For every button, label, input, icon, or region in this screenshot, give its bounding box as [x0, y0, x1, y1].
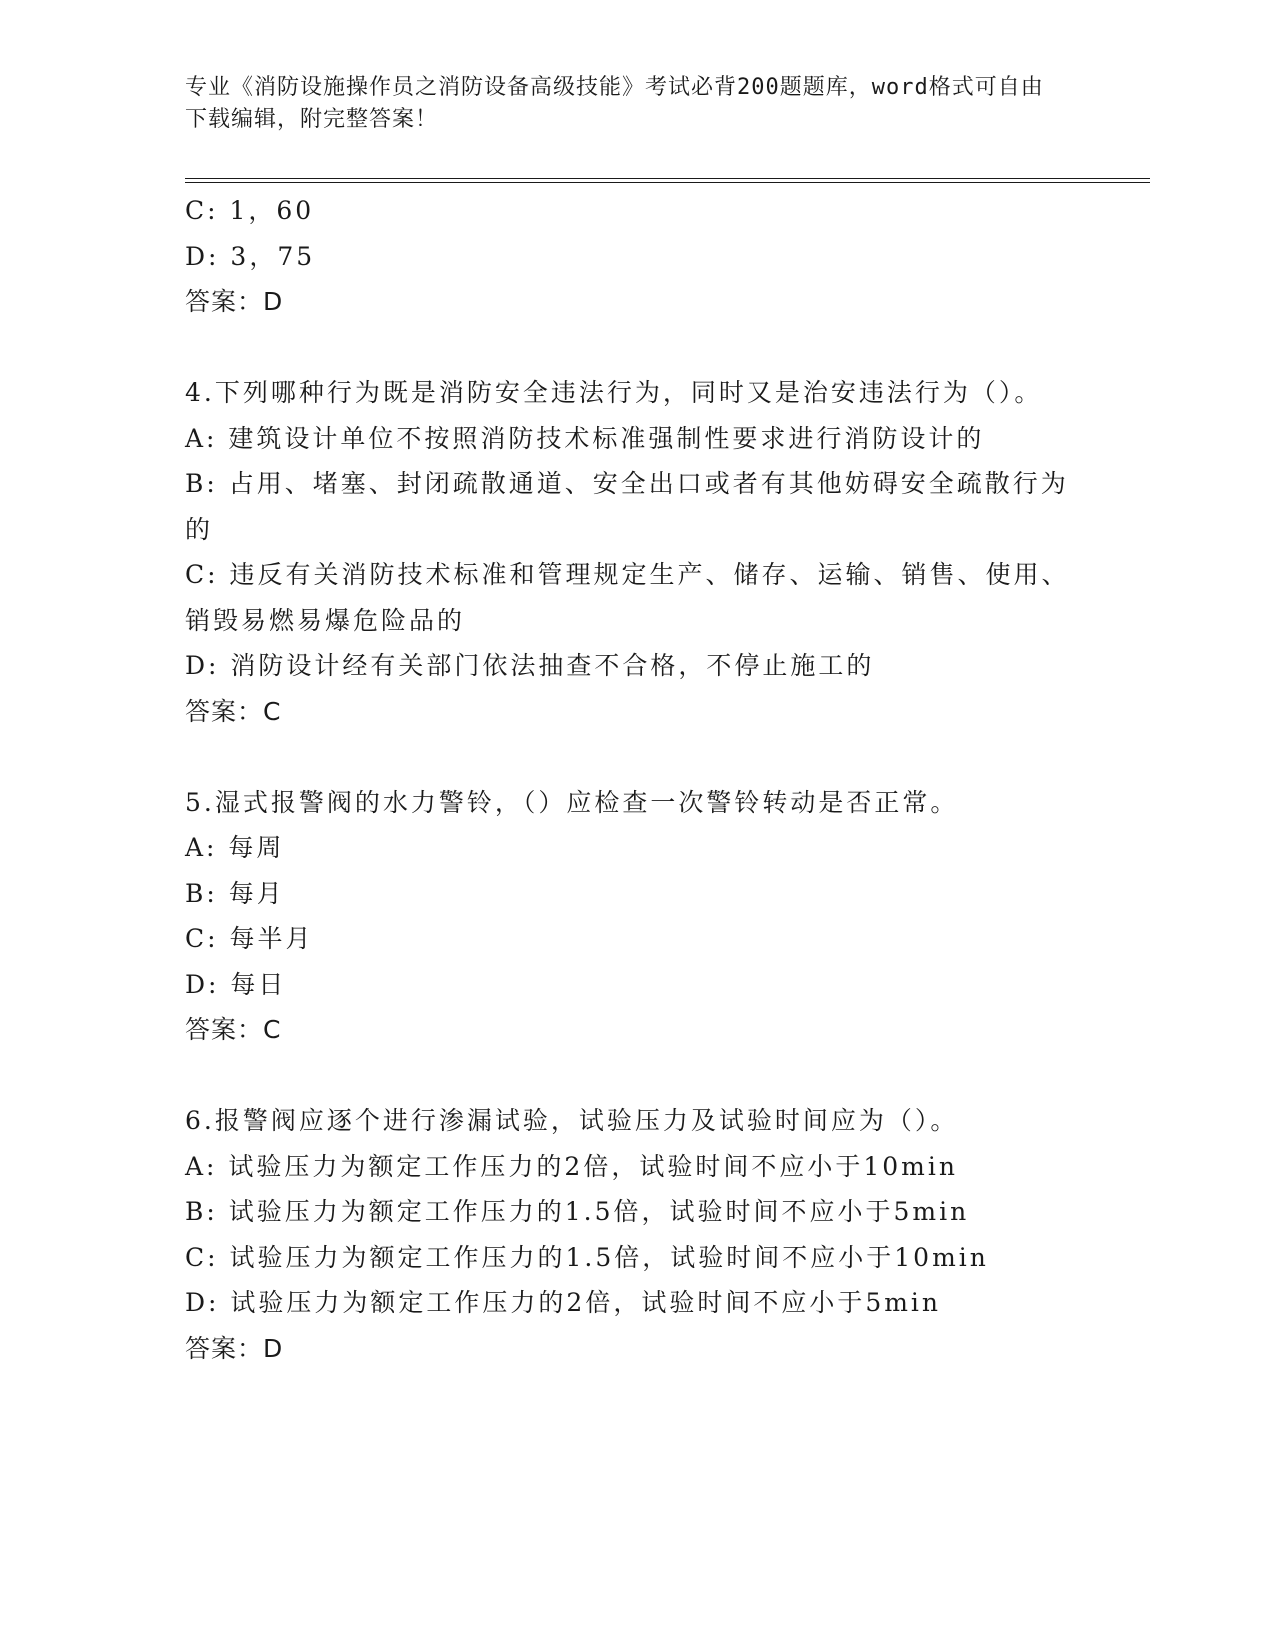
spacer [185, 734, 1085, 780]
option-a: A: 建筑设计单位不按照消防技术标准强制性要求进行消防设计的 [185, 423, 985, 453]
option-d: D: 每日 [185, 969, 287, 999]
question-stem: 4.下列哪种行为既是消防安全违法行为，同时又是治安违法行为（）。 [185, 378, 1043, 407]
option-b: B: 占用、堵塞、封闭疏散通道、安全出口或者有其他妨碍安全疏散行为的 [185, 469, 1069, 544]
question-list [185, 188, 1085, 1371]
answer: 答案：D [185, 1333, 284, 1363]
header-title: 专业《消防设施操作员之消防设备高级技能》考试必背200题题库，word格式可自由下载编辑，附完整答案！ [185, 75, 1044, 132]
question-6 [185, 1098, 1085, 1371]
option-d: D: 3，75 [185, 241, 316, 271]
option-b: B: 每月 [185, 878, 285, 908]
option-c: C: 1，60 [185, 196, 315, 225]
document-header [185, 72, 1065, 136]
option-c: C: 违反有关消防技术标准和管理规定生产、储存、运输、销售、使用、销毁易燃易爆危险品的 [185, 560, 1070, 635]
answer: 答案：D [185, 287, 284, 316]
header-double-rule [185, 178, 1150, 183]
option-b: B: 试验压力为额定工作压力的1.5倍，试验时间不应小于5min [185, 1197, 970, 1226]
answer: 答案：C [185, 696, 282, 726]
option-a: A: 每周 [185, 833, 285, 862]
question-stem: 6.报警阀应逐个进行渗漏试验，试验压力及试验时间应为（）。 [185, 1106, 959, 1135]
option-d: D: 消防设计经有关部门依法抽查不合格，不停止施工的 [185, 651, 875, 680]
option-d: D: 试验压力为额定工作压力的2倍，试验时间不应小于5min [185, 1288, 942, 1317]
option-a: A: 试验压力为额定工作压力的2倍，试验时间不应小于10min [185, 1151, 958, 1181]
answer: 答案：C [185, 1015, 282, 1044]
spacer [185, 325, 1085, 371]
option-c: C: 试验压力为额定工作压力的1.5倍，试验时间不应小于10min [185, 1242, 989, 1272]
option-c: C: 每半月 [185, 924, 314, 953]
question-5 [185, 780, 1085, 1053]
spacer [185, 1053, 1085, 1099]
question-3-continued [185, 188, 1085, 325]
question-stem: 5.湿式报警阀的水力警铃，（）应检查一次警铃转动是否正常。 [185, 787, 959, 817]
question-4 [185, 370, 1085, 734]
